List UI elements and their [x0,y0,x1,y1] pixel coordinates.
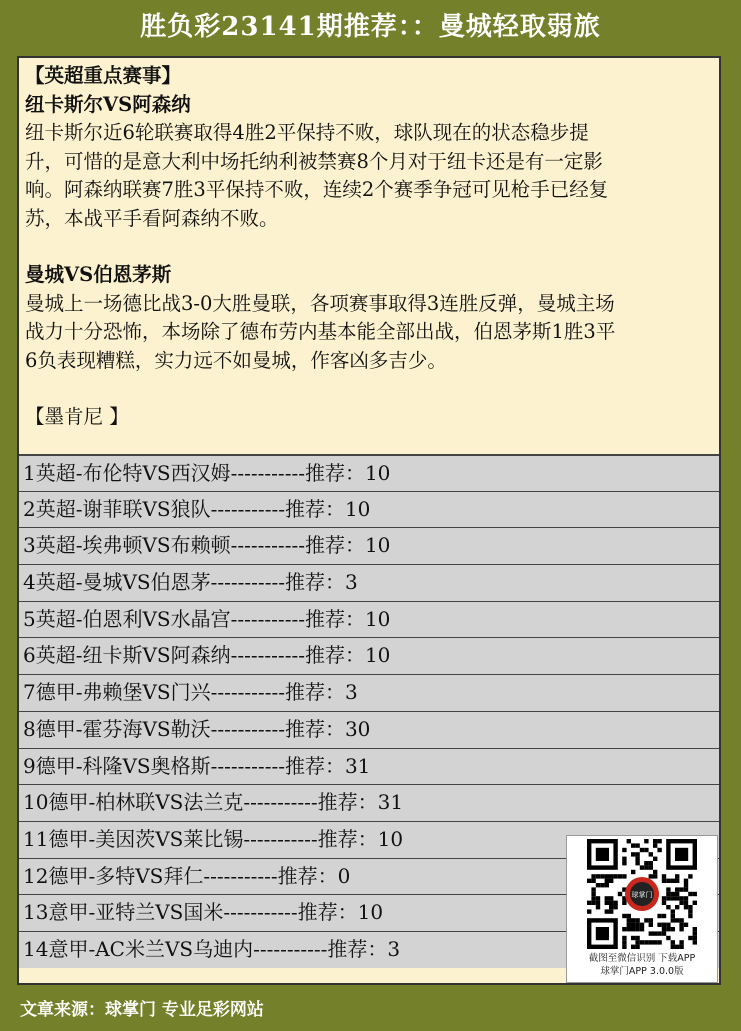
page-title: 胜负彩23141期推荐：：曼城轻取弱旅 [140,12,601,42]
match1-title: 纽卡斯尔VS阿森纳 [25,92,191,116]
pick-row: 14意甲-AC米兰VS乌迪内-----------推荐：3 [19,931,719,968]
qr-caption: 截图至微信识别 下载APP [588,953,696,964]
match2-text-line: 战力十分恐怖，本场除了德布劳内基本能全部出战，伯恩茅斯1胜3平 [25,320,616,343]
match1-text-line: 纽卡斯尔近6轮联赛取得4胜2平保持不败，球队现在的状态稳步提 [25,121,589,144]
pick-row: 9德甲-科隆VS奥格斯-----------推荐：31 [19,748,719,785]
match1-text-line: 响。阿森纳联赛7胜3平保持不败，连续2个赛季争冠可见枪手已经复 [25,178,609,201]
pick-row: 4英超-曼城VS伯恩茅-----------推荐：3 [19,564,719,601]
match2-title: 曼城VS伯恩茅斯 [25,263,172,286]
pick-row: 13意甲-亚特兰VS国米-----------推荐：10 [19,894,719,931]
pick-row: 11德甲-美因茨VS莱比锡-----------推荐：10 [19,821,719,858]
qr-code-icon [571,839,713,949]
qr-app-version: 球掌门APP 3.0.0版 [600,966,684,977]
match1-text-line: 苏，本战平手看阿森纳不败。 [25,206,279,230]
pick-row: 2英超-谢菲联VS狼队-----------推荐：10 [19,491,719,528]
pick-row: 1英超-布伦特VS西汉姆-----------推荐：10 [19,454,719,491]
match2-text-line: 曼城上一场德比战3-0大胜曼联，各项赛事取得3连胜反弹，曼城主场 [25,291,615,315]
section-header: 【英超重点赛事】 [25,64,182,87]
footer-source: 文章来源：球掌门 专业足彩网站 [20,1000,264,1020]
pick-row: 7德甲-弗赖堡VS门兴-----------推荐：3 [19,674,719,711]
pick-row: 10德甲-柏林联VS法兰克-----------推荐：31 [19,784,719,821]
pick-row: 6英超-纽卡斯VS阿森纳-----------推荐：10 [19,637,719,674]
qr-logo-text: 球掌门 [631,891,653,899]
author-header: 【墨肯尼 】 [25,405,129,428]
match1-text-line: 升，可惜的是意大利中场托纳利被禁赛8个月对于纽卡还是有一定影 [25,149,603,173]
article-body [19,58,719,454]
pick-row: 5英超-伯恩利VS水晶宫-----------推荐：10 [19,601,719,638]
pick-row: 8德甲-霍芬海VS勒沃-----------推荐：30 [19,711,719,748]
match2-text-line: 6负表现糟糕，实力远不如曼城，作客凶多吉少。 [25,348,447,372]
pick-row: 12德甲-多特VS拜仁-----------推荐：0 [19,858,719,895]
qr-code-panel[interactable] [566,835,718,983]
pick-row: 3英超-埃弗顿VS布赖顿-----------推荐：10 [19,527,719,564]
